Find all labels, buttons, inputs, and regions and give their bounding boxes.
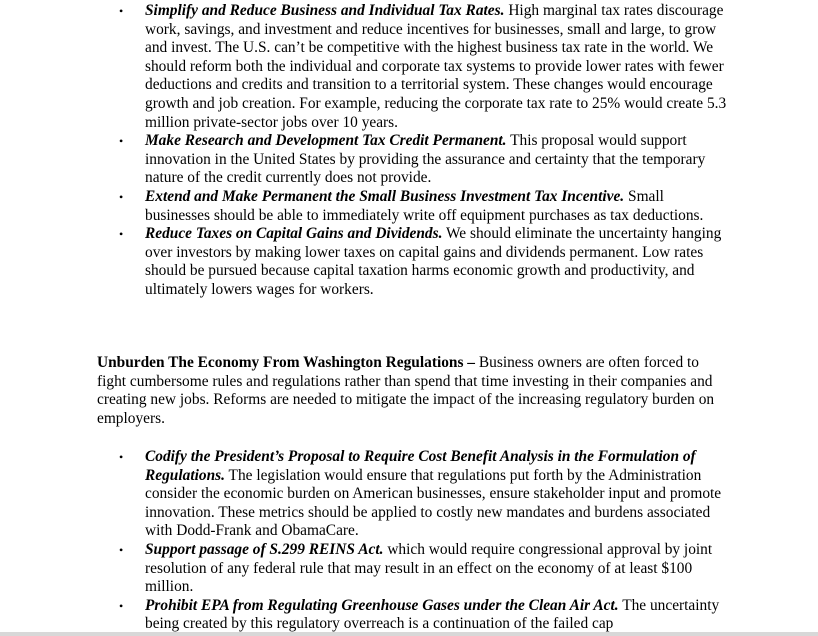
item-text: High marginal tax rates discourage work, savings, and investment and reduce incentives for businesses, small and large, to grow and invest. The U.S. can’t be competitive with the highest business tax rate in the world. We should reform both the individual and corporate tax systems to provide lower rates with fewer deductions and credits and transition to a territorial system. These changes would encourage growth and job creation. For example, reducing the corporate tax rate to 25% would create 5.3 million private-sector jobs over 10 years.	[145, 2, 727, 131]
viewer-bottom-edge	[0, 632, 818, 636]
list-item	[0, 132, 818, 188]
item-text: This proposal would support innovation in the United States by providing the assurance and certainty that the temporary nature of the credit currently does not provide.	[145, 132, 706, 187]
section-heading: Unburden The Economy From Washington Regulations –	[97, 354, 476, 371]
item-text: The uncertainty being created by this regulatory overreach is a continuation of the failed cap	[145, 596, 720, 633]
section-text: Business owners are often forced to fight cumbersome rules and regulations rather than spend that time investing in their companies and creating new jobs. Reforms are needed to mitigate the impact of the increasing regulatory burden on employers.	[97, 354, 715, 427]
list-item	[0, 597, 818, 634]
bullet-icon: •	[119, 134, 124, 149]
bullet-icon: •	[119, 227, 124, 242]
item-heading: Prohibit EPA from Regulating Greenhouse Gases under the Clean Air Act.	[145, 596, 619, 614]
list-item	[0, 448, 818, 541]
list-item	[0, 541, 818, 597]
item-text: We should eliminate the uncertainty hanging over investors by making lower taxes on capital gains and dividends permanent. Low rates should be pursued because capital taxation harms economic growth and productivity, and ultimately lowers wages for workers.	[145, 225, 722, 298]
tax-proposals-list	[0, 2, 818, 300]
item-text: The legislation would ensure that regulations put forth by the Administration consider the economic burden on American businesses, ensure stakeholder input and promote innovation. These metrics should be applied to costly new mandates and burdens associated with Dodd-Frank and ObamaCare.	[145, 466, 722, 540]
regulation-proposals-list	[0, 448, 818, 634]
bullet-icon: •	[119, 450, 124, 464]
item-heading: Make Research and Development Tax Credit Permanent.	[145, 132, 507, 150]
item-heading: Codify the President’s Proposal to Require Cost Benefit Analysis in the Formulation of Regulations.	[145, 448, 696, 484]
list-item	[0, 2, 818, 132]
list-item	[0, 188, 818, 225]
item-text: which would require congressional approval by joint resolution of any federal rule that may result in an effect on the economy of at least $100 million.	[145, 540, 713, 596]
bullet-icon: •	[119, 598, 124, 613]
regulations-section-paragraph	[97, 354, 727, 428]
item-text: Small businesses should be able to immediately write off equipment purchases as tax deductions.	[145, 187, 704, 224]
bullet-icon: •	[119, 189, 124, 204]
bullet-icon: •	[119, 4, 124, 18]
bullet-icon: •	[119, 542, 124, 557]
item-heading: Reduce Taxes on Capital Gains and Dividends.	[145, 225, 443, 243]
item-heading: Extend and Make Permanent the Small Business Investment Tax Incentive.	[145, 187, 625, 205]
item-heading: Simplify and Reduce Business and Individual Tax Rates.	[145, 2, 505, 19]
item-heading: Support passage of S.299 REINS Act.	[145, 540, 384, 558]
list-item	[0, 225, 818, 299]
